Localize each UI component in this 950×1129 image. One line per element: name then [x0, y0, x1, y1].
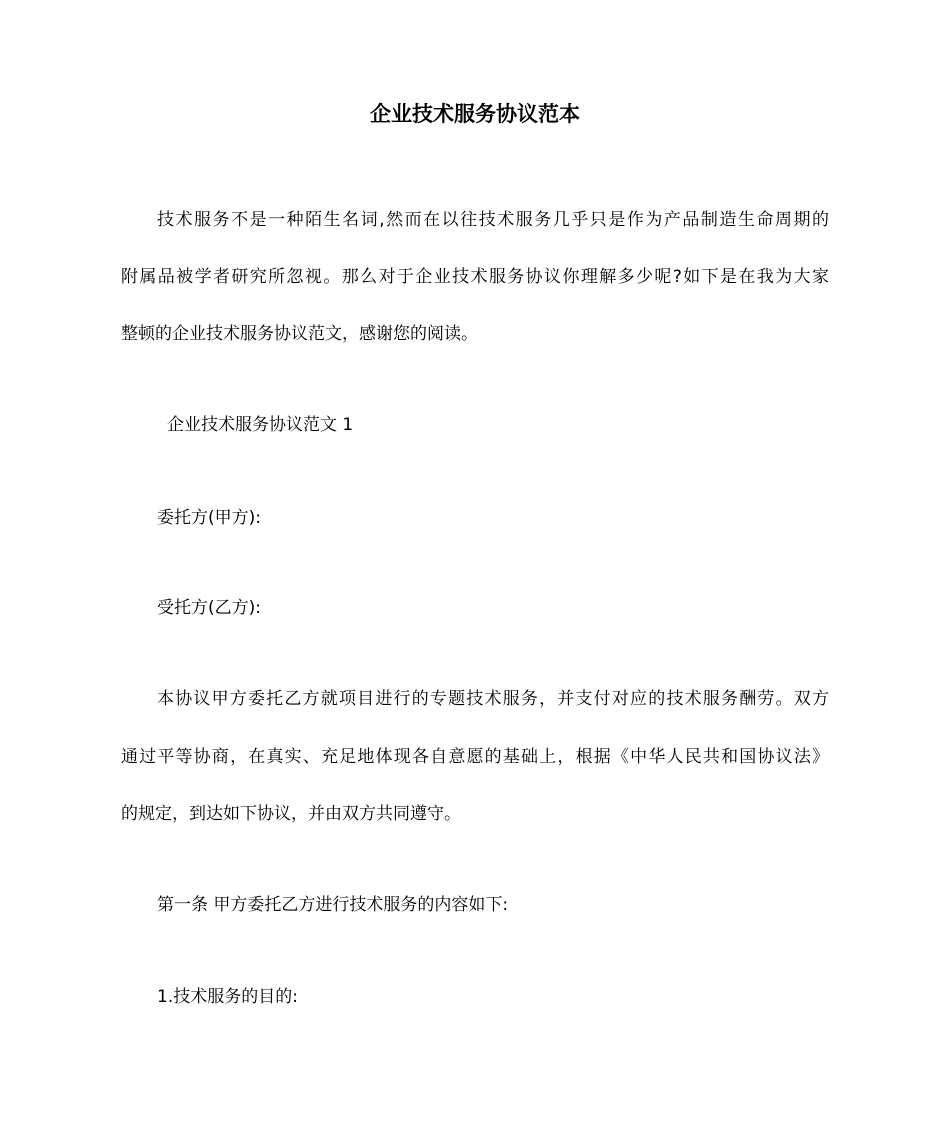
section-heading: 企业技术服务协议范文 1 [167, 415, 354, 435]
intro-line-3: 整顿的企业技术服务协议范文，感谢您的阅读。 [121, 324, 478, 344]
intro-line-1: 技术服务不是一种陌生名词,然而在以往技术服务几乎只是作为产品制造生命周期的 [157, 210, 829, 230]
trustee-label: 受托方(乙方): [157, 598, 261, 618]
document-title: 企业技术服务协议范本 [370, 102, 580, 126]
agreement-line-3: 的规定，到达如下协议，并由双方共同遵守。 [121, 804, 461, 824]
item-1-heading: 1.技术服务的目的: [157, 987, 298, 1007]
agreement-line-2: 通过平等协商，在真实、充足地体现各自意愿的基础上，根据《中华人民共和国协议法》 [121, 747, 829, 767]
intro-line-2: 附属品被学者研究所忽视。那么对于企业技术服务协议你理解多少呢?如下是在我为大家 [121, 267, 829, 287]
agreement-line-1: 本协议甲方委托乙方就项目进行的专题技术服务，并支付对应的技术服务酬劳。双方 [157, 689, 829, 709]
client-label: 委托方(甲方): [157, 508, 261, 528]
article-1-heading: 第一条 甲方委托乙方进行技术服务的内容如下: [157, 895, 509, 915]
